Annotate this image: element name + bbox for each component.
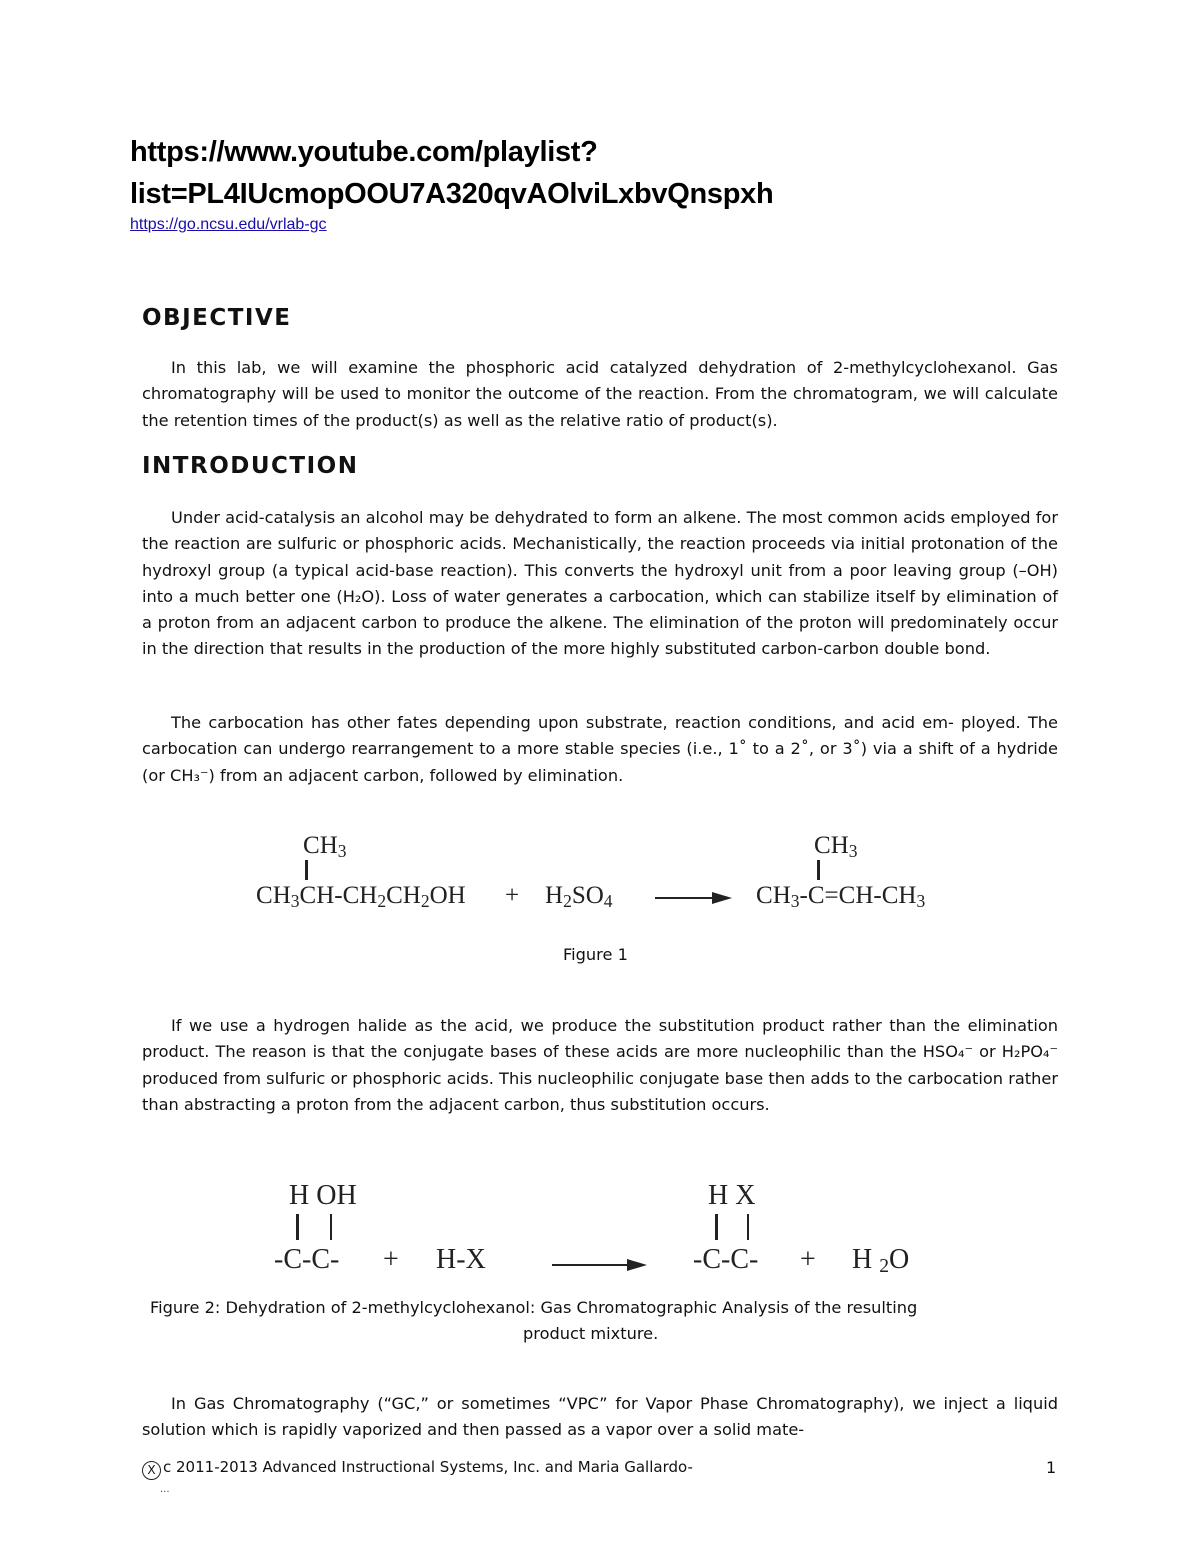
figure1-reactant-methyl: $CH_3$ bbox=[303, 832, 347, 861]
playlist-url-line1[interactable]: https://www.youtube.com/playlist? bbox=[130, 136, 598, 168]
figure2-right-top: H X bbox=[708, 1180, 756, 1211]
figure1-reagent: $H_2SO_4$ bbox=[545, 882, 613, 911]
figure2-arrow-head bbox=[627, 1259, 647, 1271]
figure2-left-bottom: -C-C- bbox=[274, 1244, 340, 1275]
objective-text: In this lab, we will examine the phosphoric acid catalyzed dehydration of 2-methylcyclohexanol. Gas chromatography will be used to monitor the outcome of the reaction. From the chromatogram, we will calculate the retention times of the product(s) as well as the relative ratio of product(s). bbox=[142, 358, 1058, 430]
page-number: 1 bbox=[1046, 1458, 1057, 1477]
intro-paragraph-4-text: In Gas Chromatography (“GC,” or sometimes “VPC” for Vapor Phase Chromatography), we inject a liquid solution which is rapidly vaporized and then passed as a vapor over a solid mate- bbox=[142, 1394, 1058, 1440]
figure2-reagent: H-X bbox=[436, 1244, 486, 1275]
figure2-left-top: H OH bbox=[289, 1180, 357, 1211]
figure2-left-bond-1 bbox=[296, 1214, 299, 1240]
intro-paragraph-2-text: The carbocation has other fates depending upon substrate, reaction conditions, and acid em- ployed. The carbocation can undergo rearrangement to a more stable species (i.e., 1˚ to a 2˚, or 3˚) via a shift of a hydride (or CH₃⁻) from an adjacent carbon, followed by elimination. bbox=[142, 713, 1058, 785]
figure1-product: $CH_3-C=CH-CH_3$ bbox=[756, 882, 926, 911]
intro-paragraph-1 bbox=[142, 505, 1058, 663]
figure2-arrow-line bbox=[552, 1264, 632, 1266]
copyright-footer bbox=[142, 1458, 693, 1480]
copyright-text: c 2011-2013 Advanced Instructional Systems, Inc. and Maria Gallardo- bbox=[163, 1458, 693, 1476]
figure2-right-bond-2 bbox=[747, 1214, 749, 1240]
introduction-heading: INTRODUCTION bbox=[142, 453, 359, 479]
figure1-arrow-head bbox=[712, 892, 732, 904]
figure2-right-bottom: -C-C- bbox=[693, 1244, 759, 1275]
intro-paragraph-4 bbox=[142, 1391, 1058, 1444]
intro-paragraph-2 bbox=[142, 710, 1058, 789]
intro-paragraph-3-text: If we use a hydrogen halide as the acid, we produce the substitution product rather than the elimination product. The reason is that the conjugate bases of these acids are more nucleophilic than the HSO₄⁻ or H₂PO₄⁻ produced from sulfuric or phosphoric acids. This nucleophilic conjugate base then adds to the carbocation rather than abstracting a proton from the adjacent carbon, thus substitution occurs. bbox=[142, 1016, 1058, 1114]
intro-paragraph-3 bbox=[142, 1013, 1058, 1118]
figure2-right-bond-1 bbox=[715, 1214, 718, 1240]
vrlab-link[interactable]: https://go.ncsu.edu/vrlab-gc bbox=[130, 216, 327, 233]
figure2-left-bond-2 bbox=[330, 1214, 332, 1240]
figure1-reactant-bond bbox=[305, 860, 308, 880]
objective-heading: OBJECTIVE bbox=[142, 305, 292, 331]
figure2-caption-line2: product mixture. bbox=[523, 1324, 659, 1343]
figure1-reactant: $CH_3CH-CH_2CH_2OH$ bbox=[256, 882, 466, 911]
circle-x-icon: X bbox=[142, 1461, 161, 1480]
objective-paragraph bbox=[142, 355, 1058, 434]
figure1-caption: Figure 1 bbox=[563, 945, 628, 964]
figure1-arrow-line bbox=[655, 897, 717, 899]
figure1-product-bond bbox=[817, 860, 820, 880]
figure2-caption-line1: Figure 2: Dehydration of 2-methylcyclohexanol: Gas Chromatographic Analysis of the resulting bbox=[150, 1298, 918, 1317]
playlist-url-line2[interactable]: list=PL4IUcmopOOU7A320qvAOlviLxbvQnspxh bbox=[130, 178, 774, 210]
intro-paragraph-1-text: Under acid-catalysis an alcohol may be dehydrated to form an alkene. The most common acids employed for the reaction are sulfuric or phosphoric acids. Mechanistically, the reaction proceeds via initial protonation of the hydroxyl group (a typical acid-base reaction). This converts the hydroxyl unit from a poor leaving group (–OH) into a much better one (H₂O). Loss of water generates a carbocation, which can stabilize itself by elimination of a proton from an adjacent carbon to produce the alkene. The elimination of the proton will predominately occur in the direction that results in the production of the more highly substituted carbon-carbon double bond. bbox=[142, 508, 1058, 659]
figure2-plus-2: + bbox=[800, 1244, 816, 1275]
footer-dots: ... bbox=[160, 1484, 170, 1495]
figure2-water: H $_2$O bbox=[852, 1244, 910, 1277]
figure1-product-methyl: $CH_3$ bbox=[814, 832, 858, 861]
figure1-plus: + bbox=[505, 882, 520, 909]
figure2-plus-1: + bbox=[383, 1244, 399, 1275]
